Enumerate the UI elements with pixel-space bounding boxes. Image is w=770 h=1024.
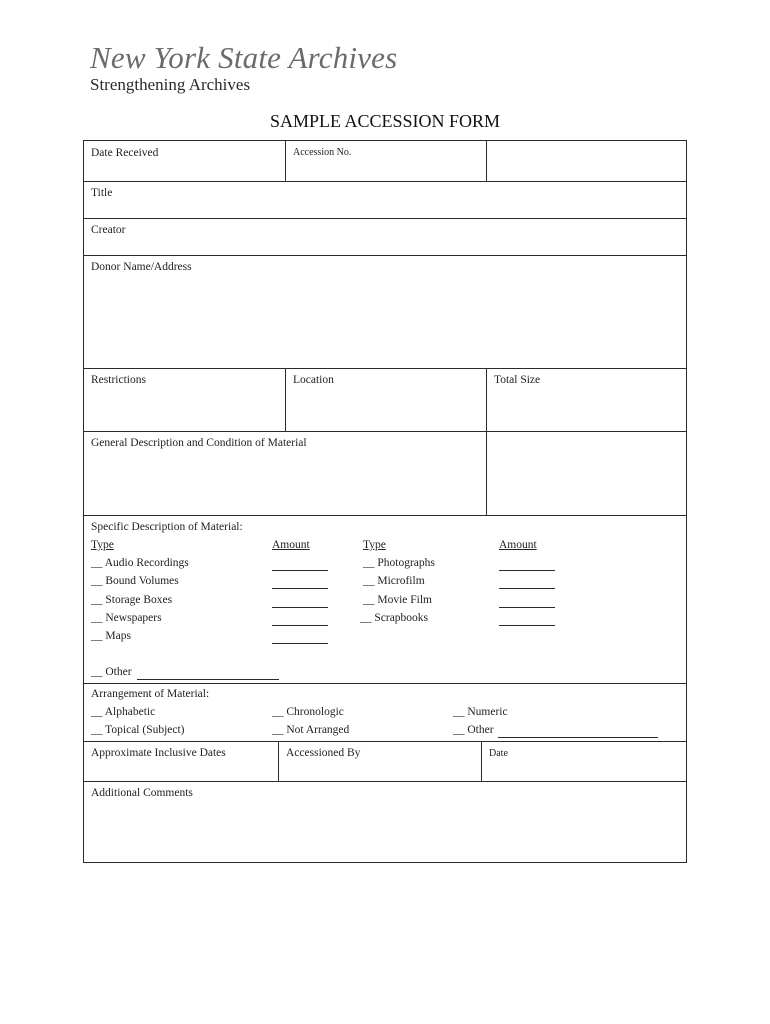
maps-option[interactable]: __ Maps (91, 630, 131, 642)
accession-form (83, 140, 687, 863)
creator-field[interactable] (84, 218, 686, 256)
arrangement-section (84, 683, 686, 742)
location-field[interactable] (285, 369, 486, 432)
accession-no-field[interactable] (285, 141, 486, 181)
microfilm-amount[interactable] (499, 588, 555, 589)
title-field[interactable] (84, 181, 686, 219)
movie-film-option[interactable]: __ Movie Film (363, 594, 433, 606)
additional-comments-label: Additional Comments (91, 787, 193, 799)
type-header-left: Type (91, 539, 114, 551)
creator-label: Creator (91, 224, 126, 236)
photographs-option[interactable]: __ Photographs (363, 557, 435, 569)
form-title: SAMPLE ACCESSION FORM (269, 111, 501, 131)
other-material-blank[interactable] (137, 679, 279, 680)
row-restrictions (84, 368, 686, 432)
other-arrangement-blank[interactable] (498, 737, 658, 738)
specific-description-section (84, 515, 686, 684)
additional-comments-field[interactable] (84, 781, 686, 863)
audio-recordings-amount[interactable] (272, 570, 328, 571)
accessioned-by-label: Accessioned By (286, 747, 361, 759)
location-label: Location (293, 374, 334, 386)
newspapers-option[interactable]: __ Newspapers (91, 612, 162, 624)
donor-field[interactable] (84, 255, 686, 369)
movie-film-amount[interactable] (499, 607, 555, 608)
date-received-field[interactable] (84, 141, 285, 181)
chronologic-option[interactable]: __ Chronologic (272, 706, 344, 718)
row-date-accession (84, 141, 686, 181)
specific-description-heading: Specific Description of Material: (91, 521, 243, 533)
general-description-label: General Description and Condition of Material (91, 437, 307, 449)
general-description-side-field[interactable] (486, 432, 686, 516)
alphabetic-option[interactable]: __ Alphabetic (91, 706, 156, 718)
storage-boxes-option[interactable]: __ Storage Boxes (91, 594, 173, 606)
accession-no-label: Accession No. (293, 147, 352, 158)
org-name: New York State Archives (90, 40, 398, 75)
org-tagline: Strengthening Archives (90, 75, 251, 94)
scrapbooks-option[interactable]: __ Scrapbooks (360, 612, 429, 624)
approx-dates-label: Approximate Inclusive Dates (91, 747, 226, 759)
amount-header-right: Amount (499, 539, 537, 551)
other-material-option[interactable]: __ Other (91, 666, 132, 678)
row-accessioned (84, 741, 686, 782)
date-field[interactable] (481, 742, 686, 782)
approx-dates-field[interactable] (84, 742, 278, 782)
restrictions-field[interactable] (84, 369, 285, 432)
accession-no-value-field[interactable] (486, 141, 686, 181)
restrictions-label: Restrictions (91, 374, 146, 386)
donor-label: Donor Name/Address (91, 261, 192, 273)
total-size-field[interactable] (486, 369, 686, 432)
date-received-label: Date Received (91, 147, 159, 159)
audio-recordings-option[interactable]: __ Audio Recordings (91, 557, 189, 569)
maps-amount[interactable] (272, 643, 328, 644)
scrapbooks-amount[interactable] (499, 625, 555, 626)
total-size-label: Total Size (494, 374, 541, 386)
storage-boxes-amount[interactable] (272, 607, 328, 608)
bound-volumes-option[interactable]: __ Bound Volumes (91, 575, 179, 587)
row-general-description (84, 431, 686, 516)
arrangement-heading: Arrangement of Material: (91, 688, 210, 700)
date-label: Date (489, 748, 508, 759)
topical-option[interactable]: __ Topical (Subject) (91, 724, 185, 736)
newspapers-amount[interactable] (272, 625, 328, 626)
accessioned-by-field[interactable] (278, 742, 481, 782)
not-arranged-option[interactable]: __ Not Arranged (272, 724, 350, 736)
type-header-right: Type (363, 539, 386, 551)
title-label: Title (91, 187, 113, 199)
other-arrangement-option[interactable]: __ Other (453, 724, 494, 736)
numeric-option[interactable]: __ Numeric (453, 706, 508, 718)
amount-header-left: Amount (272, 539, 310, 551)
bound-volumes-amount[interactable] (272, 588, 328, 589)
photographs-amount[interactable] (499, 570, 555, 571)
microfilm-option[interactable]: __ Microfilm (363, 575, 425, 587)
general-description-field[interactable] (84, 432, 486, 516)
